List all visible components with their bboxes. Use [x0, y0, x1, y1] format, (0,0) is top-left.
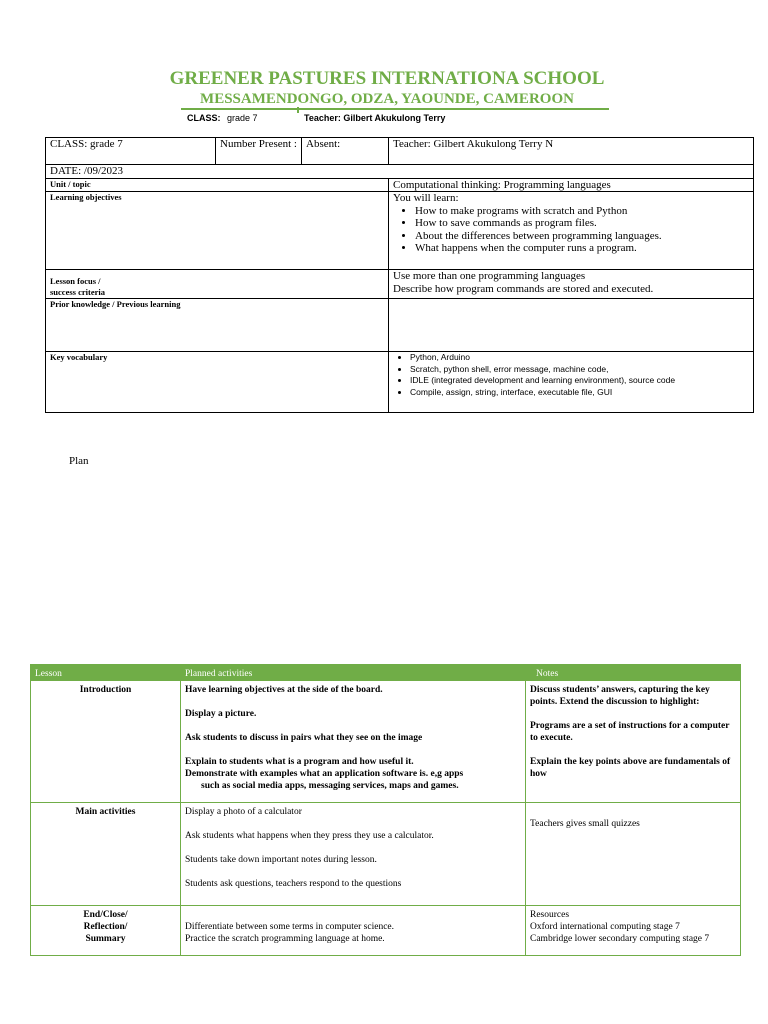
objectives-label: Learning objectives — [46, 192, 389, 270]
objectives-list — [393, 205, 749, 255]
lesson-end-close — [31, 906, 181, 956]
class-value: grade 7 — [227, 113, 258, 123]
absent-cell: Absent: — [302, 138, 389, 165]
end-name-line: Summary — [85, 934, 126, 944]
lesson-plan-table — [30, 664, 741, 956]
header-divider — [181, 108, 609, 110]
header-lesson: Lesson — [31, 665, 181, 681]
activity-line: Display a picture. — [185, 709, 257, 719]
main-notes — [526, 803, 741, 906]
activity-line: Differentiate between some terms in computer science. — [185, 922, 395, 932]
activity-line: Students ask questions, teachers respond to the questions — [185, 879, 402, 889]
objective-item: • What happens when the computer runs a program. — [415, 242, 749, 255]
introduction-activities — [181, 681, 526, 803]
objectives-cell — [389, 192, 754, 270]
note-line: Cambridge lower secondary computing stage 7 — [530, 934, 710, 944]
vocabulary-item: • Python, Arduino — [410, 352, 749, 364]
objective-item: • About the differences between programming languages. — [415, 230, 749, 243]
objective-item: • How to make programs with scratch and Python — [415, 205, 749, 218]
school-name: GREENER PASTURES INTERNATIONA SCHOOL — [169, 68, 605, 89]
plan-heading: Plan — [69, 455, 89, 467]
introduction-notes — [526, 681, 741, 803]
focus-label — [46, 270, 389, 299]
lesson-introduction: Introduction — [31, 681, 181, 803]
teacher-cell: Teacher: Gilbert Akukulong Terry N — [389, 138, 754, 165]
prior-knowledge-label: Prior knowledge / Previous learning — [46, 299, 389, 352]
vocabulary-item: • Compile, assign, string, interface, executable file, GUI — [410, 387, 749, 399]
note-line: Resources — [530, 910, 570, 920]
header-divider-tick — [297, 107, 299, 113]
vocabulary-item: • IDLE (integrated development and learning environment), source code — [410, 375, 749, 387]
activity-line: Practice the scratch programming language at home. — [185, 934, 385, 944]
class-subheader — [187, 113, 258, 123]
vocabulary-list — [393, 352, 749, 398]
note-line: Oxford international computing stage 7 — [530, 922, 680, 932]
activity-line: Ask students to discuss in pairs what they see on the image — [185, 733, 423, 743]
note-line: Teachers gives small quizzes — [530, 819, 640, 829]
unit-label: Unit / topic — [46, 178, 389, 192]
activity-line: Display a photo of a calculator — [185, 807, 302, 817]
vocabulary-item: • Scratch, python shell, error message, machine code, — [410, 364, 749, 376]
note-line: Programs are a set of instructions for a computer to execute. — [530, 721, 730, 743]
main-activities — [181, 803, 526, 906]
school-address: MESSAMENDONGO, ODZA, YAOUNDE, CAMEROON — [200, 91, 574, 107]
note-line: Discuss students’ answers, capturing the key points. Extend the discussion to highlight: — [530, 685, 710, 707]
teacher-subheader: Teacher: Gilbert Akukulong Terry — [304, 113, 446, 123]
activity-line: Have learning objectives at the side of the board. — [185, 685, 383, 695]
header-planned-activities: Planned activities — [181, 665, 526, 681]
objectives-intro: You will learn: — [393, 192, 459, 204]
focus-cell — [389, 270, 754, 299]
lesson-info-table — [45, 137, 754, 413]
header-notes: Notes — [526, 665, 741, 681]
vocabulary-cell — [389, 352, 754, 413]
end-name-line: End/Close/ — [83, 910, 128, 920]
focus-line: Use more than one programming languages — [393, 270, 586, 282]
unit-value: Computational thinking: Programming languages — [389, 178, 754, 192]
class-cell: CLASS: grade 7 — [46, 138, 216, 165]
activity-line: Ask students what happens when they press they use a calculator. — [185, 831, 434, 841]
focus-line: Describe how program commands are stored and executed. — [393, 282, 654, 295]
class-label: CLASS: — [187, 113, 221, 123]
prior-knowledge-cell — [389, 299, 754, 352]
vocabulary-label: Key vocabulary — [46, 352, 389, 413]
end-name-line: Reflection/ — [83, 922, 128, 932]
number-present-cell: Number Present : — [216, 138, 302, 165]
date-cell: DATE: /09/2023 — [46, 165, 754, 179]
focus-label-line-1: Lesson focus / — [50, 276, 101, 286]
activity-line: Demonstrate with examples what an application software is. e,g apps — [185, 769, 464, 779]
focus-label-line-2: success criteria — [50, 287, 105, 297]
end-activities — [181, 906, 526, 956]
lesson-main-activities: Main activities — [31, 803, 181, 906]
activity-line: Students take down important notes during lesson. — [185, 855, 377, 865]
end-notes — [526, 906, 741, 956]
activity-line: Explain to students what is a program and how useful it. — [185, 757, 414, 767]
objective-item: • How to save commands as program files. — [415, 217, 749, 230]
note-line: Explain the key points above are fundamentals of how — [530, 757, 731, 779]
activity-line: such as social media apps, messaging services, maps and games. — [201, 781, 459, 791]
